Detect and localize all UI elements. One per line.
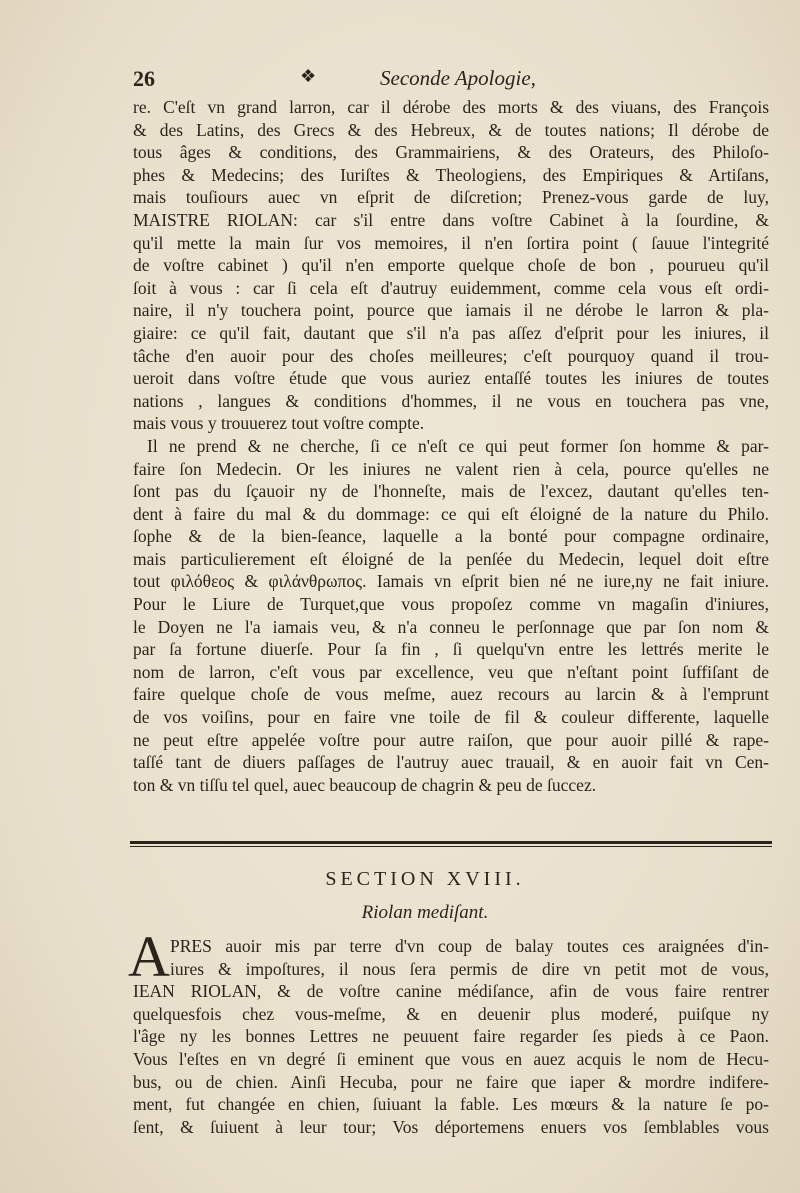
text-line: mais particulierement eſt éloigné de la penſée du Medecin, lequel doit eſtre [133,548,769,569]
text-line: par ſa fortune diuerſe. Pour ſa fin , ſi quelqu'vn entre les lettrés merite le [133,639,769,660]
text-line: ſoit à vous : car ſi cela eſt d'autruy euidemment, comme cela vous eſt ordi- [133,277,769,298]
text-line: IEAN RIOLAN, & de voſtre canine médiſance, afin de vous faire rentrer [133,981,769,1002]
text-line: Pour le Liure de Turquet,que vous propoſez comme vn magaſin d'iniures, [133,594,769,615]
text-line: de vos voiſins, pour en faire vne toile de fil & couleur differente, laquelle [133,707,769,728]
text-line: dent à faire du mal & du dommage: ce qui eſt éloigné de la nature du Philo. [133,503,769,524]
running-head: Seconde Apologie, [380,66,536,90]
text-line: re. C'eſt vn grand larron, car il dérobe des morts & des viuans, des François [133,97,769,117]
text-line: ton & vn tiſſu tel quel, auec beaucoup de chagrin & peu de ſuccez. [133,774,597,795]
text-line: tâche d'en auoir pour des choſes meilleures; c'eſt pourquoy quand il trou- [133,345,769,366]
text-line: taſſé tant de diuers paſſages de l'autruy auec trauail, & en auoir fait vn Cen- [133,752,769,773]
text-line: le Doyen ne l'a iamais veu, & n'a conneu le perſonnage que par ſon nom & [133,616,769,637]
text-line: de voſtre cabinet ) qu'il n'en emporte quelque choſe de bon , pourueu qu'il [133,255,769,276]
text-line: MAISTRE RIOLAN: car s'il entre dans voſtre Cabinet à la ſourdine, & [133,209,769,230]
text-line: iures & impoſtures, il nous ſera permis de dire vn petit mot de vous, [170,958,769,979]
text-line: ſophe & de la bien-ſeance, laquelle a la bonté pour compagne ordinaire, [133,526,769,547]
text-line: Vous l'eſtes en vn degré ſi eminent que vous en auez acquis le nom de Hecu- [133,1048,769,1069]
text-line: phes & Medecins; des Iuriſtes & Theologiens, des Empiriques & Artiſans, [133,164,769,185]
text-line: ment, fut changée en chien, ſuiuant la fable. Les mœurs & la nature ſe po- [133,1094,769,1115]
text-line: bus, ou de chien. Ainſi Hecuba, pour ne faire que iaper & mordre indifere- [133,1071,769,1092]
section-subtitle: Riolan mediſant. [361,902,489,923]
text-line: ſent, & ſuiuent à leur tour; Vos déportemens enuers vos ſemblables vous [133,1116,769,1137]
text-line: giaire: ce qu'il fait, dautant que s'il n'a pas aſſez d'eſprit pour les iniures, il [133,322,769,343]
text-line: qu'il mette la main ſur vos memoires, il n'en ſortira point ( ſauue l'integrité [133,232,769,253]
drop-cap: A [128,924,170,989]
text-line: ſont pas du ſçauoir ny de l'honneſte, mais de l'excez, dautant qu'elles ten- [133,481,769,502]
text-line: tous âges & conditions, des Grammairiens, & des Orateurs, des Philoſo- [133,142,769,163]
text-line: mais touſiours auec vn eſprit de diſcretion; Prenez-vous garde de luy, [133,187,769,208]
text-line: naire, il n'y touchera point, pource que iamais il ne dérobe le larron & pla- [133,300,769,321]
body-text [133,96,769,796]
text-line: l'âge ny les bonnes Lettres ne peuuent faire regarder ſes pieds à ce Paon. [133,1026,769,1047]
text-line: ueroit dans voſtre étude que vous auriez entaſſé toutes les iniures de toutes [133,368,769,389]
text-line: faire ſon Medecin. Or les iniures ne valent rien à cela, pource qu'elles ne [133,458,769,479]
text-line: quelquesfois chez vous-meſme, & en deuenir plus moderé, puiſque ny [133,1003,769,1024]
section-divider-thin [130,846,772,847]
text-line: Il ne prend & ne cherche, ſi ce n'eſt ce qui peut former ſon homme & par- [147,435,769,456]
text-line: mais vous y trouuerez tout voſtre compte. [133,413,425,434]
text-line: faire quelque choſe de vous meſme, auez recours au larcin & à l'emprunt [133,684,769,705]
text-line: & des Latins, des Grecs & des Hebreux, & de toutes nations; Il dérobe de [133,119,769,140]
page-number: 26 [133,66,155,91]
text-line: tout φιλόθεος & φιλάνθρωπος. Iamais vn eſprit bien né ne iure,ny ne fait iniure. [133,571,769,592]
text-line: nom de larron, c'eſt vous par excellence, veu que n'eſtant point ſuffiſant de [133,661,769,682]
section-divider [130,841,772,844]
text-line: ne peut eſtre appelée voſtre pour autre raiſon, que pour auoir pillé & rape- [133,729,769,750]
ornament-icon: ❖ [300,66,315,86]
text-line: nations , langues & conditions d'hommes, il ne vous en touchera pas vne, [133,390,769,411]
page-header [133,66,773,92]
section-title: SECTION XVIII. [325,868,525,890]
section-text [133,935,769,1138]
text-line: PRES auoir mis par terre d'vn coup de balay toutes ces araignées d'in- [170,936,769,956]
